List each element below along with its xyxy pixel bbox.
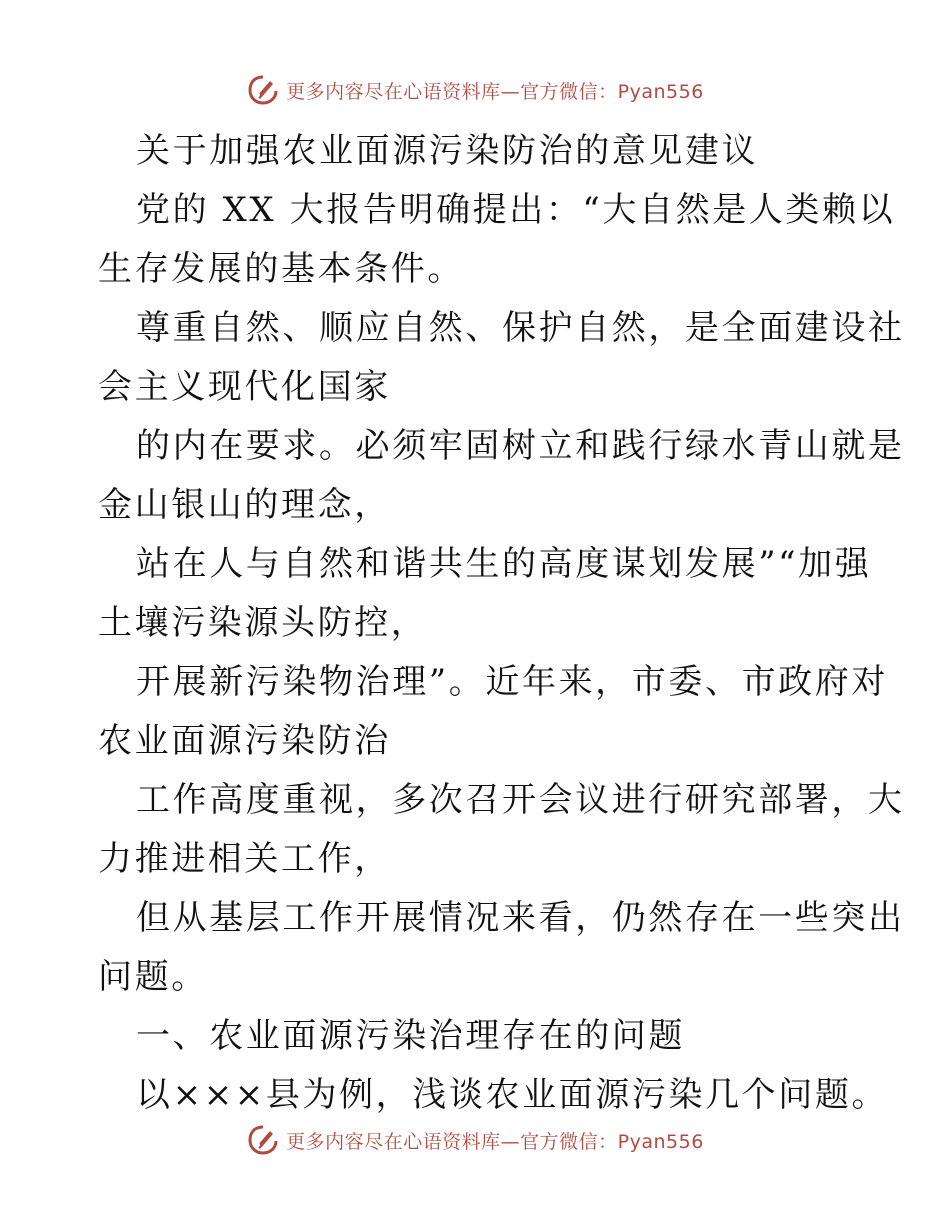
watermark-header [0, 70, 950, 110]
text-line: 生存发展的基本条件。 [98, 249, 464, 289]
text-line: 工作高度重视，多次召开会议进行研究部署，大 [136, 780, 905, 820]
document-body [98, 122, 905, 1125]
text-line: 一、农业面源污染治理存在的问题 [136, 1016, 685, 1056]
text-line: 以×××县为例，浅谈农业面源污染几个问题。 [136, 1075, 889, 1115]
watermark-footer [0, 1120, 950, 1160]
text-line: 土壤污染源头防控， [98, 603, 428, 643]
pen-swirl-logo-icon [246, 73, 280, 107]
text-line: 农业面源污染防治 [98, 721, 391, 761]
text-line: 问题。 [98, 957, 208, 997]
pen-swirl-logo-icon [246, 1123, 280, 1157]
text-line: 站在人与自然和谐共生的高度谋划发展”“加强 [136, 544, 872, 584]
text-line: 开展新污染物治理”。近年来，市委、市政府对 [136, 662, 888, 702]
watermark-text: 更多内容尽在心语资料库—官方微信：Pyan556 [286, 80, 704, 103]
text-line: 的内在要求。必须牢固树立和践行绿水青山就是 [136, 426, 905, 466]
watermark-text: 更多内容尽在心语资料库—官方微信：Pyan556 [286, 1130, 704, 1153]
text-line: 党的 XX 大报告明确提出：“大自然是人类赖以 [136, 190, 896, 230]
text-line: 尊重自然、顺应自然、保护自然，是全面建设社 [136, 308, 905, 348]
text-line: 关于加强农业面源污染防治的意见建议 [136, 131, 759, 171]
text-line: 金山银山的理念， [98, 485, 391, 525]
text-line: 力推进相关工作， [98, 839, 391, 879]
text-line: 会主义现代化国家 [98, 367, 391, 407]
text-line: 但从基层工作开展情况来看，仍然存在一些突出 [136, 898, 905, 938]
